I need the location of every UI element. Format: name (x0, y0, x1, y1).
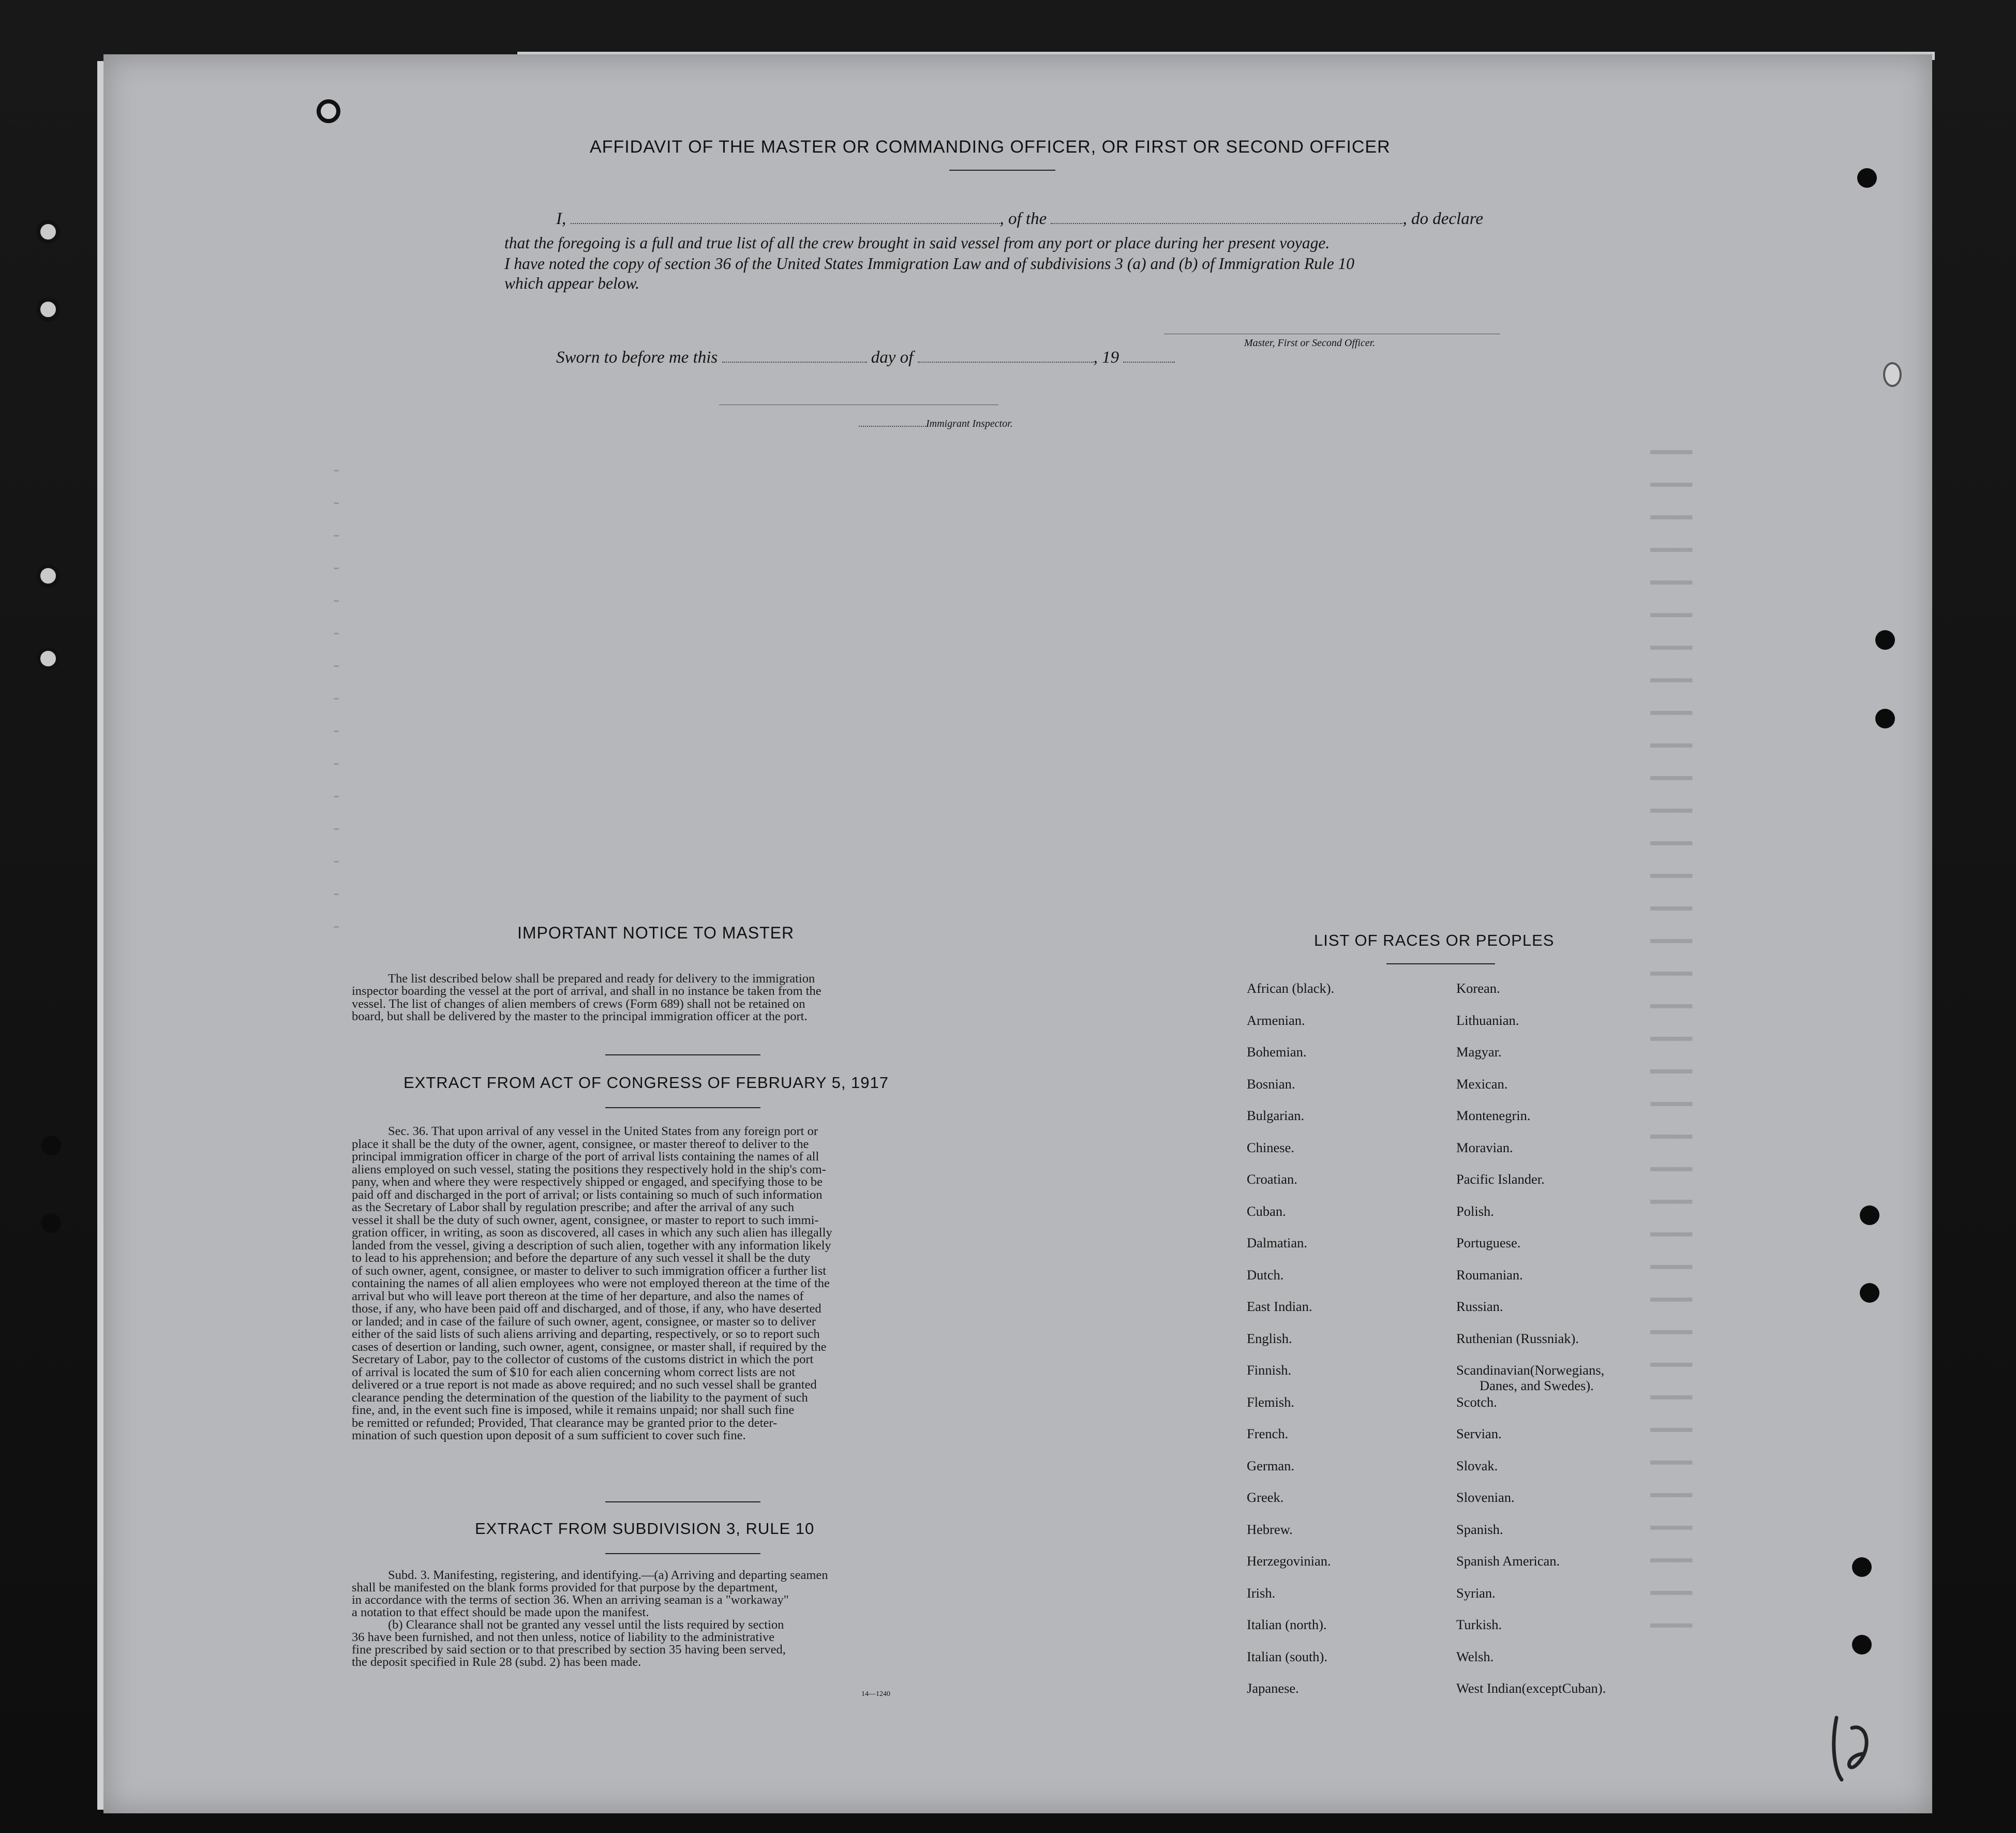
binding-hole-icon (317, 99, 340, 123)
notice-line: board, but shall be delivered by the master to the principal immigration officer at the port. (352, 1009, 808, 1023)
binding-hole-icon (41, 1213, 61, 1233)
rule-extract-title: EXTRACT FROM SUBDIVISION 3, RULE 10 (475, 1519, 815, 1538)
rule-line: 36 have been furnished, and not then unless, notice of liability to the administrative (352, 1630, 775, 1644)
race-item: Flemish. (1247, 1394, 1295, 1410)
act-line: landed from the vessel, giving a description of such alien, together with any information likely (352, 1238, 831, 1253)
race-item: Bohemian. (1247, 1044, 1307, 1060)
declaration-line-3: I have noted the copy of section 36 of the United States Immigration Law and of subdivisions 3 (a) and (b) of Immigration Rule 10 (504, 255, 1355, 273)
race-item: Spanish. (1456, 1521, 1503, 1537)
act-line: vessel it shall be the duty of such owner, agent, consignee, or master to report to such immi- (352, 1213, 819, 1227)
races-list (1242, 980, 1707, 1731)
act-line: Secretary of Labor, pay to the collector of customs of the customs district in which the port (352, 1352, 814, 1366)
sworn-year-field[interactable] (1123, 361, 1175, 363)
bleed-through-column-right: ▬▬▬▬ ▬▬▬▬ ▬▬▬▬ ▬▬▬▬ ▬▬▬▬ ▬▬▬▬ ▬▬▬▬ ▬▬▬▬ ▬▬▬▬ ▬▬▬▬ ▬▬▬▬ ▬▬▬▬ ▬▬▬▬ ▬▬▬▬ ▬▬▬▬ ▬▬▬▬ ▬▬▬▬ ▬▬▬▬ ▬▬▬▬ ▬▬▬▬ ▬▬▬▬ ▬▬▬▬ ▬▬▬▬ ▬▬▬▬ ▬▬▬▬ ▬▬▬▬ ▬▬▬▬ ▬▬▬▬ ▬▬▬▬ ▬▬▬▬ ▬▬▬▬ ▬▬▬▬ ▬▬▬▬ ▬▬▬▬ ▬▬▬▬ ▬▬▬▬ ▬▬▬▬ (1650, 441, 1693, 1634)
binding-hole-icon (1883, 362, 1902, 387)
race-item: Chinese. (1247, 1139, 1294, 1155)
binding-hole-icon (1860, 1283, 1879, 1303)
act-line: mination of such question upon deposit of a sum sufficient to cover such fine. (352, 1428, 746, 1442)
race-item: Italian (north). (1247, 1617, 1327, 1632)
binding-hole-icon (36, 220, 60, 244)
race-item: Slovenian. (1456, 1489, 1515, 1505)
act-line: containing the names of all alien employees who were not employed thereon at the time of the (352, 1276, 830, 1290)
race-item: Portuguese. (1456, 1235, 1521, 1250)
section-rule (605, 1107, 760, 1108)
declarant-label: I, (556, 210, 566, 228)
race-item: Mexican. (1456, 1076, 1508, 1092)
binding-hole-icon (1857, 168, 1877, 188)
race-item: Servian. (1456, 1426, 1502, 1441)
rule-line: a notation to that effect should be made upon the manifest. (352, 1605, 649, 1619)
form-number: 14—1240 (861, 1690, 890, 1698)
race-item: Russian. (1456, 1299, 1503, 1314)
race-item: Pacific Islander. (1456, 1171, 1545, 1187)
race-item: Irish. (1247, 1585, 1276, 1601)
declaration-line-2: that the foregoing is a full and true list of all the crew brought in said vessel from any port or place during her present voyage. (504, 234, 1330, 252)
act-line: gration officer, in writing, as soon as discovered, all cases in which any such alien has illegally (352, 1226, 832, 1240)
section-rule (605, 1054, 760, 1055)
notice-line: inspector boarding the vessel at the port of arrival, and shall in no instance be taken from the (352, 984, 822, 999)
act-line: to lead to his apprehension; and before the departure of any such vessel it shall be the duty (352, 1251, 811, 1265)
binding-hole-icon (36, 297, 60, 321)
section-rule (605, 1553, 760, 1554)
inspector-label: Immigrant Inspector. (859, 418, 1013, 430)
notice-text (352, 973, 960, 1023)
race-item: Cuban. (1247, 1203, 1286, 1219)
race-item: West Indian(exceptCuban). (1456, 1680, 1606, 1696)
rule-line: the deposit specified in Rule 28 (subd. 2) has been made. (352, 1655, 641, 1669)
act-line: pany, when and where they were respectively shipped or engaged, and specifying those to be (352, 1175, 823, 1189)
act-line: either of the said lists of such aliens arriving and departing, respectively, or so to report such (352, 1327, 820, 1341)
act-line: of arrival is located the sum of $10 for each alien concerning whom correct lists are not (352, 1365, 796, 1379)
act-line: or landed; and in case of the failure of such owner, agent, consignee, or master so to deliver (352, 1314, 816, 1329)
race-item: Magyar. (1456, 1044, 1502, 1060)
race-item: Bulgarian. (1247, 1108, 1305, 1123)
race-item: African (black). (1247, 980, 1335, 996)
act-line: aliens employed on such vessel, stating the positions they respectively hold in the ship's com- (352, 1162, 826, 1176)
rule-line: Subd. 3. Manifesting, registering, and identifying.—(a) Arriving and departing seamen (388, 1568, 828, 1582)
notice-title: IMPORTANT NOTICE TO MASTER (517, 923, 795, 942)
race-item: Hebrew. (1247, 1521, 1293, 1537)
race-item: Korean. (1456, 980, 1500, 996)
act-extract-title: EXTRACT FROM ACT OF CONGRESS OF FEBRUARY 5, 1917 (404, 1074, 889, 1092)
bleed-through-column-left: - - - - - - - - - - - - - - - (331, 461, 342, 937)
title-rule (949, 170, 1055, 171)
race-item: Polish. (1456, 1203, 1494, 1219)
sworn-month-field[interactable] (918, 361, 1094, 363)
act-line: cases of desertion or landing, such owner, agent, consignee, or master shall, if required by the (352, 1339, 827, 1354)
race-item: German. (1247, 1457, 1294, 1473)
rule-line: in accordance with the terms of section 36. When an arriving seaman is a "workaway" (352, 1593, 789, 1607)
race-item: Lithuanian. (1456, 1012, 1519, 1028)
race-item: Scotch. (1456, 1394, 1497, 1410)
race-item: Turkish. (1456, 1617, 1502, 1632)
act-line: Sec. 36. That upon arrival of any vessel in the United States from any foreign port or (388, 1124, 818, 1138)
vessel-label: , of the (999, 210, 1047, 228)
act-line: paid off and discharged in the port of arrival; or lists containing so much of such information (352, 1187, 823, 1202)
race-item: Slovak. (1456, 1457, 1498, 1473)
notice-line: vessel. The list of changes of alien members of crews (Form 689) shall not be retained on (352, 996, 805, 1011)
race-item: Armenian. (1247, 1012, 1305, 1028)
sworn-day-field[interactable] (722, 361, 867, 363)
binding-hole-icon (1875, 630, 1895, 650)
notice-line: The list described below shall be prepared and ready for delivery to the immigration (388, 972, 815, 986)
rule-line: shall be manifested on the blank forms provided for that purpose by the department, (352, 1581, 778, 1594)
races-column-1 (1247, 980, 1334, 1712)
act-line: of such owner, agent, consignee, or master to deliver to such immigration officer a further list (352, 1263, 827, 1278)
day-of-label: day of (871, 348, 914, 367)
act-line: principal immigration officer in charge of the port of arrival lists containing the names of all (352, 1150, 819, 1164)
year-label: , 19 (1093, 348, 1119, 367)
race-item: Finnish. (1247, 1362, 1292, 1378)
rule-line: fine prescribed by said section or to that prescribed by section 35 having been served, (352, 1643, 786, 1657)
race-item: Dutch. (1247, 1266, 1284, 1283)
binding-hole-icon (36, 564, 60, 588)
binding-hole-icon (1875, 709, 1895, 728)
race-item-continuation: Danes, and Swedes). (1480, 1378, 1594, 1393)
races-title-rule (1386, 963, 1495, 964)
rule-extract-text (352, 1569, 960, 1668)
act-line: clearance pending the determination of the question of the liability to the payment of such (352, 1390, 808, 1405)
act-line: those, if any, who have been paid off and discharged, and of those, if any, who have deserted (352, 1302, 822, 1316)
sworn-line (556, 348, 1175, 367)
rule-line: (b) Clearance shall not be granted any vessel until the lists required by section (388, 1618, 784, 1632)
race-item: Japanese. (1247, 1680, 1299, 1696)
race-item: Moravian. (1456, 1139, 1513, 1155)
act-extract-text (352, 1125, 960, 1442)
declaration-line-1 (556, 210, 1483, 229)
race-item: Welsh. (1456, 1648, 1494, 1664)
race-item: Syrian. (1456, 1585, 1496, 1601)
race-item: French. (1247, 1426, 1289, 1441)
act-line: arrival but who will leave port thereon at the time of her departure, and also the names of (352, 1289, 804, 1303)
handwritten-mark (1821, 1707, 1883, 1790)
race-item: Croatian. (1247, 1171, 1297, 1187)
race-item: East Indian. (1247, 1299, 1312, 1314)
race-item: Bosnian. (1247, 1076, 1295, 1092)
race-item: Herzegovinian. (1247, 1553, 1331, 1569)
vessel-name-field[interactable] (1051, 222, 1402, 224)
races-title: LIST OF RACES OR PEOPLES (1314, 931, 1555, 949)
declarant-name-field[interactable] (571, 222, 1000, 224)
race-item: Greek. (1247, 1489, 1284, 1505)
binding-hole-icon (41, 1136, 61, 1155)
act-line: as the Secretary of Labor shall by regulation prescribe; and after the arrival of any such (352, 1200, 795, 1214)
act-line: fine, and, in the event such fine is imposed, while it remains unpaid; nor shall such fine (352, 1403, 795, 1417)
binding-hole-icon (1852, 1635, 1872, 1655)
affidavit-title: AFFIDAVIT OF THE MASTER OR COMMANDING OFFICER, OR FIRST OR SECOND OFFICER (590, 137, 1391, 157)
race-item: Scandinavian(Norwegians, Danes, and Swedes). (1456, 1362, 1606, 1394)
race-item: Roumanian. (1456, 1266, 1523, 1283)
declaration-line-4: which appear below. (504, 274, 640, 292)
races-column-2 (1456, 980, 1606, 1712)
signature-label: Master, First or Second Officer. (1244, 337, 1376, 349)
sworn-label: Sworn to before me this (556, 348, 718, 367)
race-item: Spanish American. (1456, 1553, 1560, 1569)
race-item: Italian (south). (1247, 1648, 1328, 1664)
race-item: Dalmatian. (1247, 1235, 1307, 1250)
race-item: Montenegrin. (1456, 1108, 1531, 1123)
binding-hole-icon (1852, 1557, 1872, 1577)
act-line: place it shall be the duty of the owner, agent, consignee, or master thereof to deliver to the (352, 1137, 809, 1151)
binding-hole-icon (36, 647, 60, 670)
race-item: Ruthenian (Russniak). (1456, 1330, 1579, 1346)
race-item: English. (1247, 1330, 1292, 1346)
declare-label: , do declare (1402, 210, 1483, 228)
act-line: delivered or a true report is not made as above required; and no such vessel shall be granted (352, 1378, 817, 1392)
act-line: be remitted or refunded; Provided, That clearance may be granted prior to the deter- (352, 1415, 778, 1430)
binding-hole-icon (1860, 1205, 1879, 1225)
section-rule (605, 1501, 760, 1502)
